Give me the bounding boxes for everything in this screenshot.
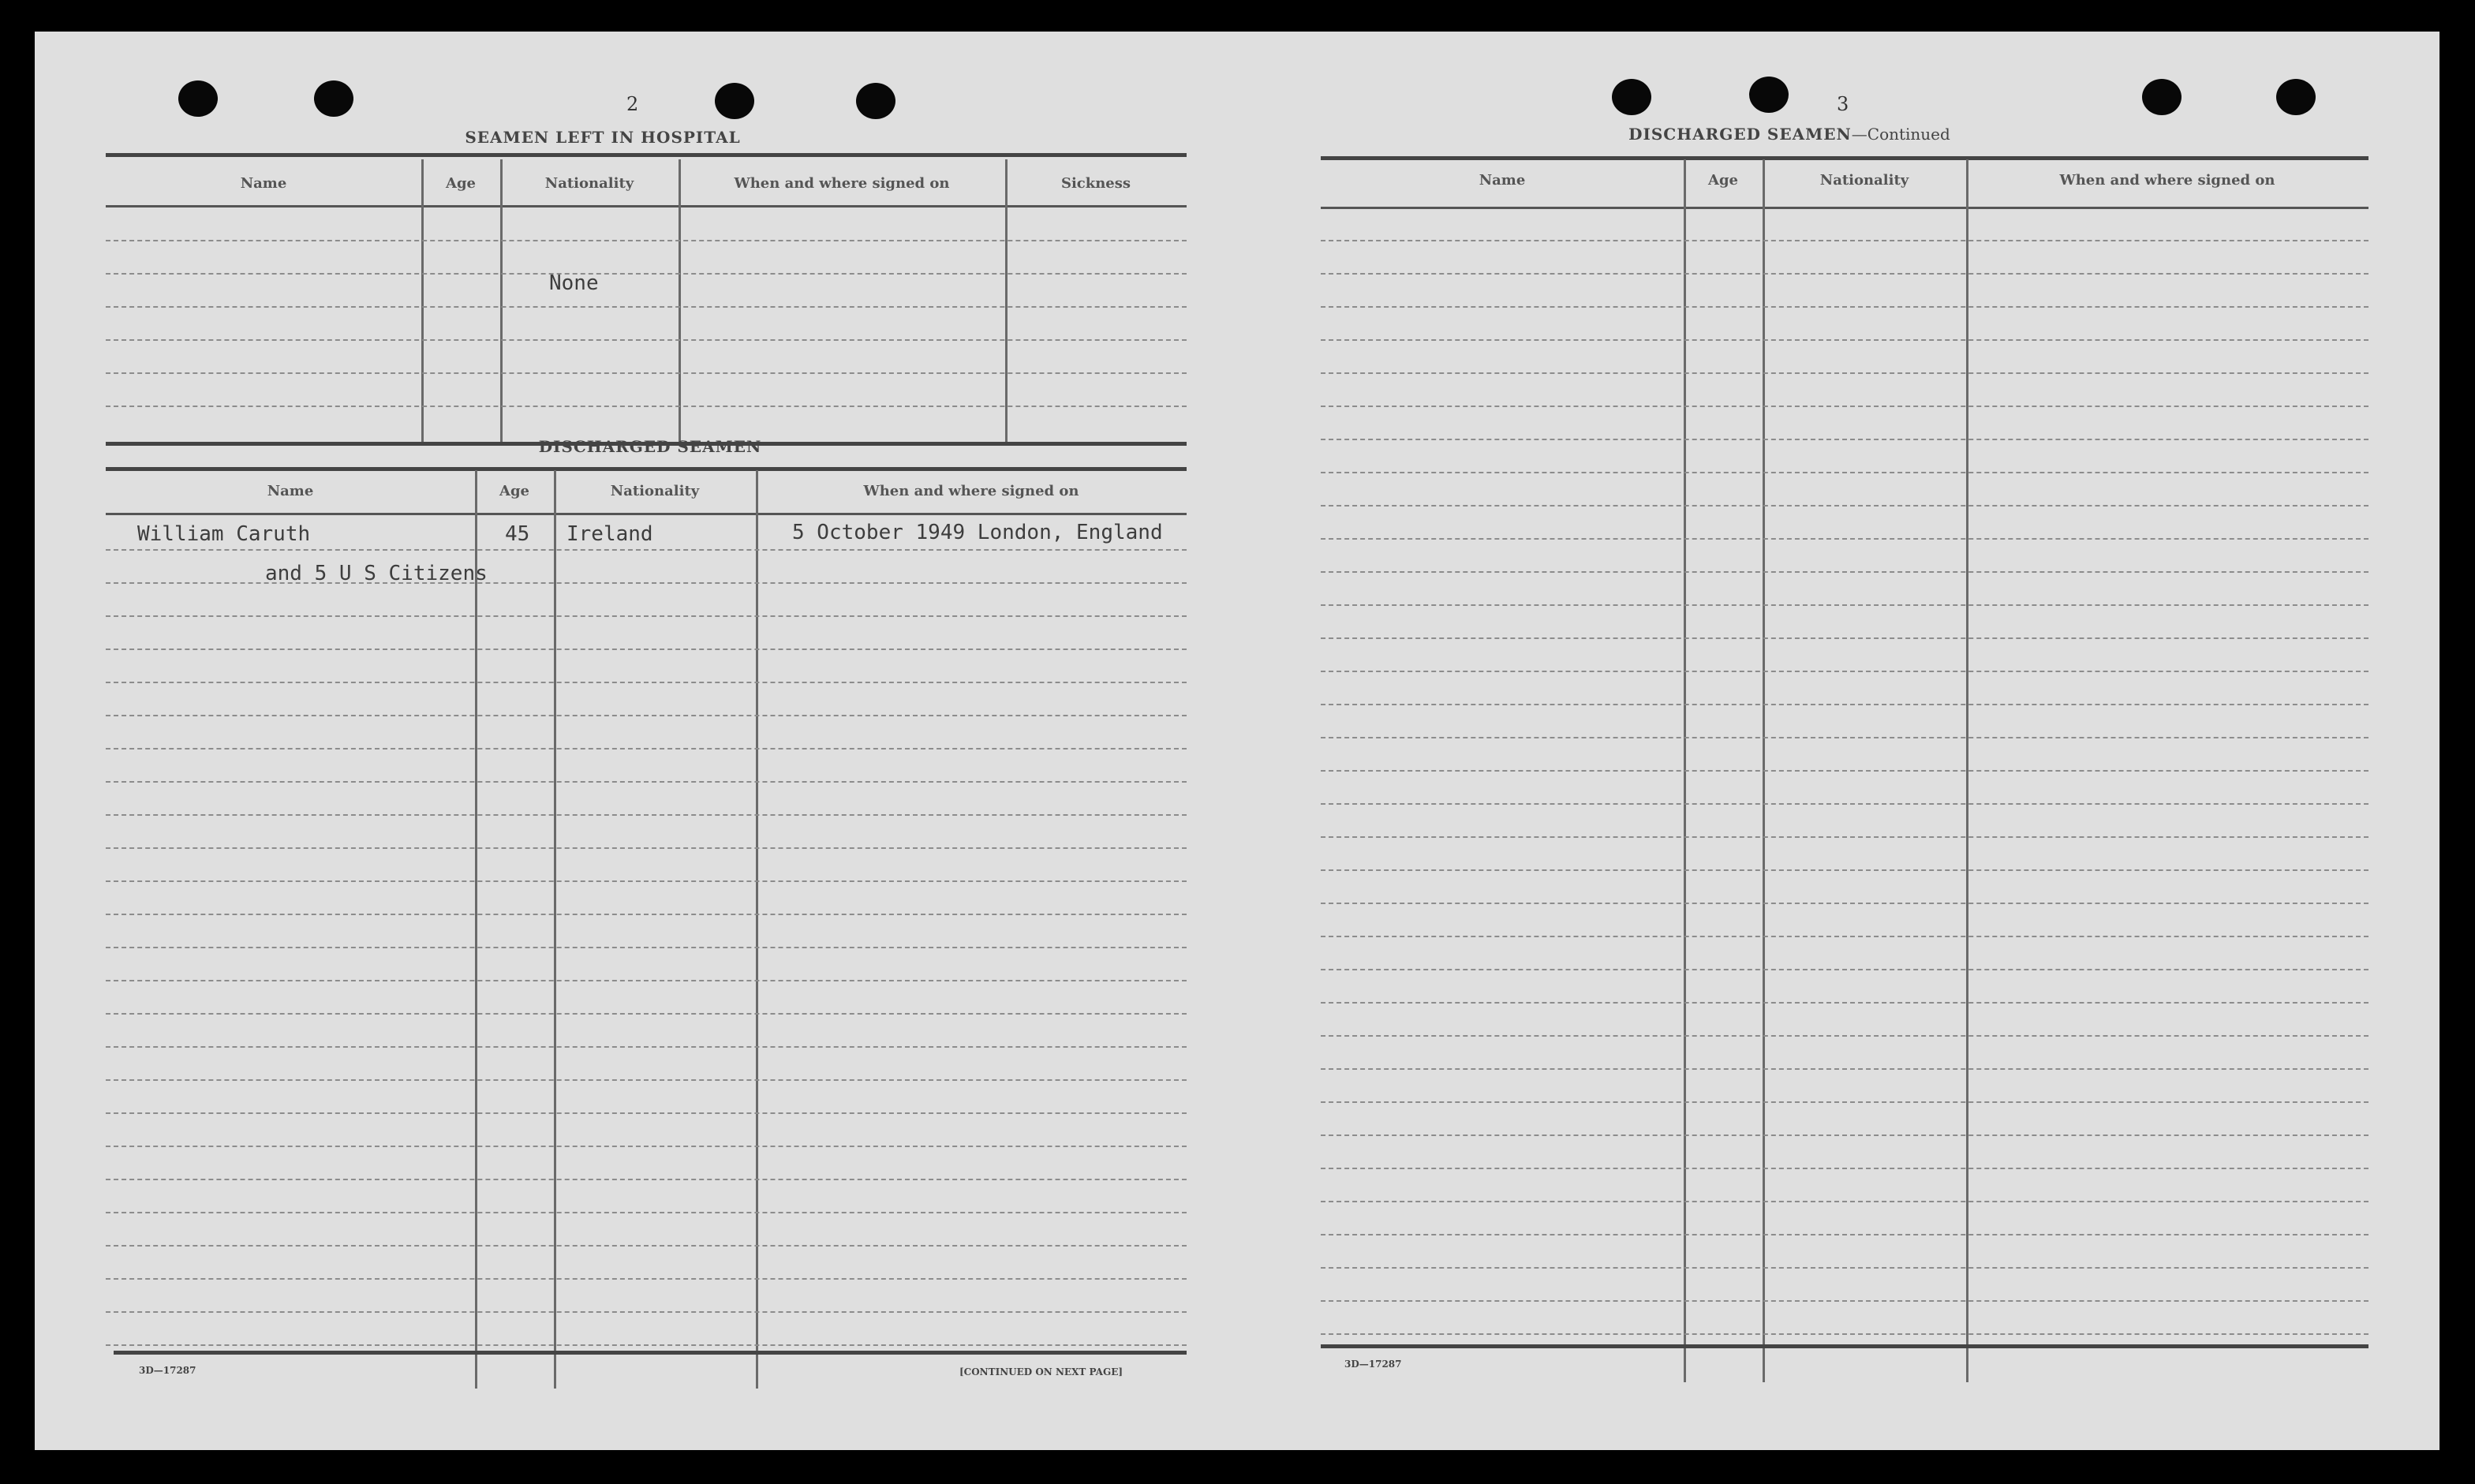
table-row-rule — [106, 1046, 1187, 1048]
punch-hole — [2276, 79, 2316, 115]
discharged-col-signed-on: When and where signed on — [863, 483, 1079, 499]
table-row-rule — [106, 947, 1187, 948]
table-row-rule — [1321, 671, 2368, 672]
table-row-rule — [1321, 737, 2368, 738]
document-sheet — [35, 32, 2439, 1450]
form-code-right: 3D—17287 — [1344, 1359, 1402, 1370]
right-top-rule — [1321, 156, 2368, 160]
discharged-col-name: Name — [267, 483, 314, 499]
table-row-rule — [106, 1179, 1187, 1180]
table-row-rule — [1321, 505, 2368, 507]
page-number-left: 2 — [626, 93, 639, 115]
table-row-rule — [106, 814, 1187, 816]
table-row-rule — [106, 682, 1187, 683]
table-row-rule — [1321, 306, 2368, 308]
table-row-rule — [1321, 1234, 2368, 1235]
punch-hole — [856, 83, 895, 119]
discharged-continued-title — [1592, 125, 1987, 144]
table-row-rule — [106, 549, 1187, 551]
table-row-rule — [1321, 803, 2368, 805]
discharged-top-rule — [106, 467, 1187, 471]
table-row-rule — [1321, 571, 2368, 573]
table-row-rule — [106, 880, 1187, 882]
table-row-rule — [106, 1245, 1187, 1247]
table-row-rule — [1321, 339, 2368, 341]
discharged-row-signed-on: 5 October 1949 London, England — [792, 521, 1163, 544]
right-col-nationality: Nationality — [1819, 172, 1909, 189]
table-row-rule — [1321, 637, 2368, 639]
table-row-rule — [106, 1311, 1187, 1313]
punch-hole — [1612, 79, 1651, 115]
table-row-rule — [1321, 1002, 2368, 1004]
right-col-age: Age — [1707, 172, 1738, 189]
table-row-rule — [106, 1079, 1187, 1081]
table-row-rule — [1321, 240, 2368, 241]
right-col-signed-on: When and where signed on — [2059, 172, 2275, 189]
hospital-col-age: Age — [445, 175, 476, 192]
hospital-entry-none: None — [549, 271, 599, 295]
hospital-col-name: Name — [240, 175, 287, 192]
table-row-rule — [106, 847, 1187, 849]
table-row-rule — [1321, 836, 2368, 838]
right-bottom-rule — [1321, 1344, 2368, 1348]
continued-note: [CONTINUED ON NEXT PAGE] — [959, 1366, 1123, 1377]
discharged-row-nationality: Ireland — [566, 522, 653, 546]
hospital-col-sickness: Sickness — [1060, 175, 1131, 192]
table-row-rule — [106, 1278, 1187, 1280]
discharged-col-age: Age — [499, 483, 529, 499]
page-number-right: 3 — [1837, 93, 1849, 115]
table-row-rule — [1321, 1168, 2368, 1169]
table-row-rule — [1321, 1267, 2368, 1269]
hospital-row-rule — [106, 273, 1187, 275]
hospital-row-rule — [106, 339, 1187, 341]
discharged-col-divider — [475, 470, 477, 1389]
table-row-rule — [1321, 439, 2368, 440]
discharged-row-age: 45 — [505, 522, 530, 546]
table-row-rule — [1321, 869, 2368, 871]
table-row-rule — [106, 615, 1187, 617]
punch-hole — [1749, 77, 1789, 113]
discharged-bottom-rule — [114, 1351, 1187, 1355]
table-row-rule — [1321, 406, 2368, 407]
table-row-rule — [106, 1212, 1187, 1213]
table-row-rule — [106, 1112, 1187, 1114]
punch-hole — [178, 80, 218, 117]
table-row-rule — [1321, 1068, 2368, 1070]
hospital-row-rule — [106, 372, 1187, 374]
table-row-rule — [106, 649, 1187, 650]
punch-hole — [2142, 79, 2182, 115]
table-row-rule — [1321, 969, 2368, 970]
hospital-col-signed-on: When and where signed on — [734, 175, 950, 192]
table-row-rule — [106, 1146, 1187, 1147]
hospital-row-rule — [106, 406, 1187, 407]
table-row-rule — [1321, 1300, 2368, 1302]
right-header-rule — [1321, 207, 2368, 209]
discharged-section-title: DISCHARGED SEAMEN — [538, 437, 762, 456]
table-row-rule — [1321, 903, 2368, 904]
table-row-rule — [1321, 1134, 2368, 1136]
discharged-header-rule — [106, 513, 1187, 515]
table-row-rule — [106, 980, 1187, 981]
hospital-col-divider — [1005, 159, 1008, 445]
table-row-rule — [1321, 770, 2368, 772]
table-row-rule — [1321, 704, 2368, 705]
table-row-rule — [1321, 1333, 2368, 1335]
hospital-col-nationality: Nationality — [544, 175, 634, 192]
table-row-rule — [106, 781, 1187, 783]
hospital-top-rule — [106, 153, 1187, 157]
table-row-rule — [1321, 372, 2368, 374]
hospital-col-divider — [679, 159, 681, 445]
right-col-name: Name — [1479, 172, 1526, 189]
table-row-rule — [1321, 273, 2368, 275]
table-row-rule — [1321, 1035, 2368, 1037]
table-row-rule — [106, 715, 1187, 716]
hospital-col-divider — [421, 159, 424, 445]
discharged-continued-suffix: —Continued — [1851, 125, 1950, 144]
discharged-row-name: and 5 U S Citizens — [265, 562, 488, 585]
hospital-col-divider — [500, 159, 503, 445]
discharged-continued-title-main: DISCHARGED SEAMEN — [1628, 125, 1852, 144]
punch-hole — [715, 83, 754, 119]
hospital-row-rule — [106, 306, 1187, 308]
table-row-rule — [1321, 538, 2368, 540]
table-row-rule — [106, 1344, 1187, 1346]
table-row-rule — [106, 914, 1187, 915]
table-row-rule — [106, 748, 1187, 749]
punch-hole — [314, 80, 353, 117]
table-row-rule — [1321, 604, 2368, 606]
hospital-section-title: SEAMEN LEFT IN HOSPITAL — [465, 128, 741, 147]
table-row-rule — [1321, 472, 2368, 473]
hospital-row-rule — [106, 240, 1187, 241]
table-row-rule — [1321, 936, 2368, 937]
table-row-rule — [1321, 1201, 2368, 1202]
discharged-col-nationality: Nationality — [610, 483, 700, 499]
discharged-col-divider — [554, 470, 556, 1389]
table-row-rule — [106, 1013, 1187, 1015]
discharged-col-divider — [756, 470, 758, 1389]
table-row-rule — [1321, 1101, 2368, 1103]
discharged-row-name: William Caruth — [137, 522, 311, 546]
form-code-left: 3D—17287 — [139, 1365, 196, 1376]
hospital-header-rule — [106, 205, 1187, 207]
